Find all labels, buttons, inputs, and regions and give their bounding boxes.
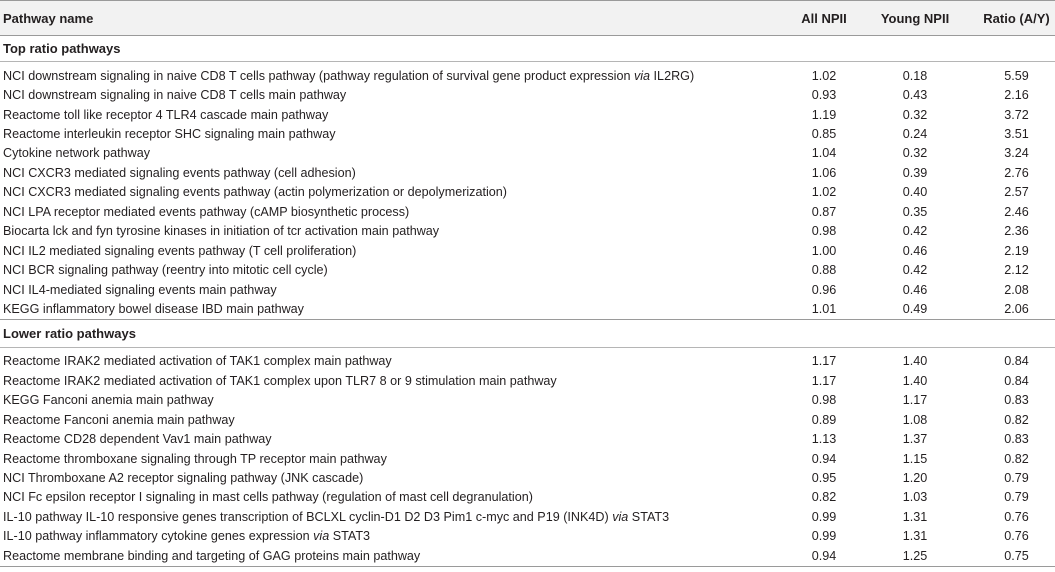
all-npii-cell: 1.04: [811, 146, 837, 161]
ratio-cell: 3.24: [1004, 146, 1029, 161]
young-npii-cell: 1.40: [902, 373, 928, 388]
pathway-name-cell: Biocarta lck and fyn tyrosine kinases in initiation of tcr activation main pathway: [3, 224, 440, 239]
pathway-name-cell: Reactome membrane binding and targeting of GAG proteins main pathway: [3, 548, 421, 563]
ratio-cell: 0.84: [1004, 354, 1029, 369]
all-npii-cell: 0.87: [811, 204, 837, 219]
ratio-cell: 0.76: [1004, 509, 1029, 524]
pathway-name-cell: NCI CXCR3 mediated signaling events pathway (actin polymerization or depolymerization): [3, 185, 507, 200]
all-npii-cell: 0.88: [811, 263, 837, 278]
table-row: [0, 352, 1055, 371]
table-row: [0, 222, 1055, 241]
table-row: [0, 391, 1055, 410]
pathway-name-cell: NCI downstream signaling in naive CD8 T cells pathway (pathway regulation of survival gene product expression via IL2RG): [3, 68, 695, 83]
table-row: [0, 371, 1055, 390]
ratio-cell: 2.36: [1004, 224, 1029, 239]
all-npii-cell: 1.13: [811, 432, 837, 447]
table-header: [0, 0, 1055, 36]
table-row: [0, 299, 1055, 318]
young-npii-cell: 1.37: [902, 432, 928, 447]
all-npii-cell: 1.17: [811, 354, 837, 369]
pathway-name-cell: NCI BCR signaling pathway (reentry into mitotic cell cycle): [3, 263, 328, 278]
all-npii-cell: 0.85: [811, 127, 837, 142]
young-npii-cell: 1.03: [902, 490, 928, 505]
pathway-name-cell: NCI IL2 mediated signaling events pathway (T cell proliferation): [3, 243, 357, 258]
table-row: [0, 85, 1055, 104]
header-ratio: Ratio (A/Y): [983, 10, 1050, 26]
ratio-cell: 2.57: [1004, 185, 1029, 200]
table-row: [0, 124, 1055, 143]
ratio-cell: 2.19: [1004, 243, 1029, 258]
young-npii-cell: 0.32: [902, 107, 928, 122]
pathway-name-cell: NCI LPA receptor mediated events pathway (cAMP biosynthetic process): [3, 204, 410, 219]
ratio-cell: 2.06: [1004, 301, 1029, 316]
ratio-cell: 5.59: [1004, 68, 1029, 83]
all-npii-cell: 0.99: [811, 509, 837, 524]
all-npii-cell: 1.02: [811, 68, 837, 83]
ratio-cell: 0.79: [1004, 471, 1029, 486]
young-npii-cell: 0.24: [902, 127, 928, 142]
all-npii-cell: 0.89: [811, 412, 837, 427]
pathway-name-cell: KEGG inflammatory bowel disease IBD main pathway: [3, 301, 304, 316]
pathway-name-cell: NCI CXCR3 mediated signaling events pathway (cell adhesion): [3, 165, 356, 180]
table-row: [0, 507, 1055, 526]
ratio-cell: 2.16: [1004, 88, 1029, 103]
table-row: [0, 144, 1055, 163]
table-row: [0, 527, 1055, 546]
young-npii-cell: 0.32: [902, 146, 928, 161]
all-npii-cell: 0.99: [811, 529, 837, 544]
pathway-name-cell: NCI downstream signaling in naive CD8 T cells main pathway: [3, 88, 347, 103]
ratio-cell: 0.76: [1004, 529, 1029, 544]
pathway-name-cell: Reactome IRAK2 mediated activation of TAK1 complex upon TLR7 8 or 9 stimulation main pathway: [3, 373, 557, 388]
pathway-name-cell: Reactome interleukin receptor SHC signaling main pathway: [3, 127, 336, 142]
all-npii-cell: 0.98: [811, 224, 837, 239]
table-row: [0, 241, 1055, 260]
table-row: [0, 202, 1055, 221]
table-row: [0, 488, 1055, 507]
table-body: [0, 36, 1055, 567]
pathway-name-cell: KEGG Fanconi anemia main pathway: [3, 393, 214, 408]
ratio-cell: 3.72: [1004, 107, 1029, 122]
header-pathway-name: Pathway name: [3, 10, 94, 26]
young-npii-cell: 0.46: [902, 243, 928, 258]
section-header: [0, 319, 1055, 348]
young-npii-cell: 1.15: [902, 451, 928, 466]
header-all-npii: All NPII: [801, 10, 847, 26]
all-npii-cell: 0.96: [811, 282, 837, 297]
all-npii-cell: 1.17: [811, 373, 837, 388]
young-npii-cell: 0.49: [902, 301, 928, 316]
young-npii-cell: 0.40: [902, 185, 928, 200]
young-npii-cell: 1.31: [902, 509, 928, 524]
table-row: [0, 280, 1055, 299]
young-npii-cell: 1.25: [902, 548, 928, 563]
table-row: [0, 429, 1055, 448]
young-npii-cell: 0.18: [902, 68, 928, 83]
young-npii-cell: 1.08: [902, 412, 928, 427]
pathway-name-cell: Reactome toll like receptor 4 TLR4 cascade main pathway: [3, 107, 329, 122]
pathway-name-cell: Reactome thromboxane signaling through TP receptor main pathway: [3, 451, 387, 466]
table-row: [0, 449, 1055, 468]
table-row: [0, 105, 1055, 124]
section-title: Lower ratio pathways: [3, 325, 136, 341]
all-npii-cell: 1.19: [811, 107, 837, 122]
table-row: [0, 260, 1055, 279]
table-row: [0, 468, 1055, 487]
table-row: [0, 66, 1055, 85]
ratio-cell: 0.79: [1004, 490, 1029, 505]
all-npii-cell: 0.95: [811, 471, 837, 486]
young-npii-cell: 0.42: [902, 263, 928, 278]
all-npii-cell: 0.98: [811, 393, 837, 408]
ratio-cell: 2.76: [1004, 165, 1029, 180]
ratio-cell: 0.82: [1004, 451, 1029, 466]
ratio-cell: 2.08: [1004, 282, 1029, 297]
all-npii-cell: 1.01: [811, 301, 837, 316]
table-row: [0, 546, 1055, 566]
section-title: Top ratio pathways: [3, 41, 121, 56]
young-npii-cell: 0.39: [902, 165, 928, 180]
pathway-name-cell: IL-10 pathway IL-10 responsive genes transcription of BCLXL cyclin-D1 D2 D3 Pim1 c-myc and P19 (INK4D) via STAT3: [3, 509, 670, 524]
table-row: [0, 163, 1055, 182]
all-npii-cell: 0.93: [811, 88, 837, 103]
young-npii-cell: 1.40: [902, 354, 928, 369]
young-npii-cell: 0.46: [902, 282, 928, 297]
young-npii-cell: 0.42: [902, 224, 928, 239]
all-npii-cell: 0.82: [811, 490, 837, 505]
all-npii-cell: 0.94: [811, 451, 837, 466]
section-header: [0, 36, 1055, 62]
pathway-name-cell: Reactome Fanconi anemia main pathway: [3, 412, 235, 427]
header-young-npii: Young NPII: [880, 10, 950, 26]
pathway-name-cell: NCI IL4-mediated signaling events main pathway: [3, 282, 277, 297]
table-row: [0, 410, 1055, 429]
table-row: [0, 183, 1055, 202]
young-npii-cell: 1.20: [902, 471, 928, 486]
ratio-cell: 2.46: [1004, 204, 1029, 219]
ratio-cell: 3.51: [1004, 127, 1029, 142]
all-npii-cell: 1.00: [811, 243, 837, 258]
pathway-name-cell: IL-10 pathway inflammatory cytokine genes expression via STAT3: [3, 529, 371, 544]
pathway-name-cell: NCI Fc epsilon receptor I signaling in mast cells pathway (regulation of mast cell degranulation): [3, 490, 533, 505]
all-npii-cell: 1.06: [811, 165, 837, 180]
young-npii-cell: 0.35: [902, 204, 928, 219]
ratio-cell: 0.75: [1004, 548, 1029, 563]
pathway-name-cell: Reactome IRAK2 mediated activation of TAK1 complex main pathway: [3, 354, 392, 369]
pathway-name-cell: Cytokine network pathway: [3, 146, 150, 161]
all-npii-cell: 1.02: [811, 185, 837, 200]
young-npii-cell: 0.43: [902, 88, 928, 103]
ratio-cell: 2.12: [1004, 263, 1029, 278]
ratio-cell: 0.82: [1004, 412, 1029, 427]
ratio-cell: 0.83: [1004, 432, 1029, 447]
pathway-name-cell: Reactome CD28 dependent Vav1 main pathway: [3, 432, 272, 447]
young-npii-cell: 1.31: [902, 529, 928, 544]
ratio-cell: 0.84: [1004, 373, 1029, 388]
all-npii-cell: 0.94: [811, 548, 837, 563]
ratio-cell: 0.83: [1004, 393, 1029, 408]
pathway-name-cell: NCI Thromboxane A2 receptor signaling pathway (JNK cascade): [3, 471, 364, 486]
young-npii-cell: 1.17: [902, 393, 928, 408]
